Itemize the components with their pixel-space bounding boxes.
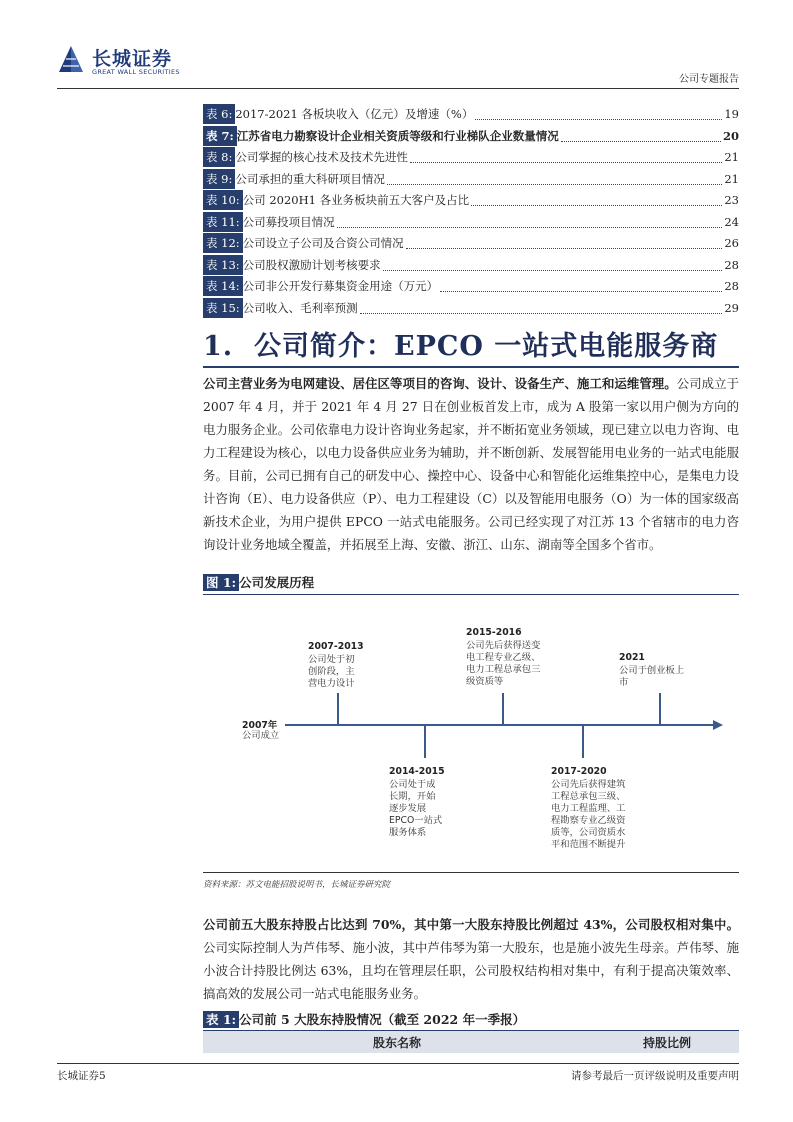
figure-tag: 图 1: bbox=[203, 574, 239, 591]
toc-entry-label: 表 6: bbox=[203, 104, 235, 124]
intro-body: 公司成立于 2007 年 4 月，并于 2021 年 4 月 27 日在创业板首发上市，成为 A 股第一家以用户侧为方向的电力服务企业。公司依靠电力设计咨询业务起家，并不断拓宽业务领域，现已建立以电力咨询、电力工程建设为核心，以电力设备供应业务为辅助，并不断创新、发展智能用电业务的一站式电能服务。目前，公司已拥有自己的研发中心、操控中心、设备中心和智能化运维集控中心，是集电力设计咨询（E）、电力设备供应（P）、电力工程建设（C）以及智能用电服务（O）为一体的国家级高新技术企业，为用户提供 EPCO 一站式电能服务。公司已经实现了对江苏 13 个省辖市的电力咨询设计业务地域全覆盖，并拓展至上海、安徽、浙江、山东、湖南等全国多个省市。 bbox=[203, 376, 740, 552]
shareholder-lead: 公司前五大股东持股占比达到 70%，其中第一大股东持股比例超过 43%，公司股权相对集中。 bbox=[203, 917, 739, 932]
toc-entry-title: 公司承担的重大科研项目情况 bbox=[235, 171, 385, 186]
timeline-origin-year: 2007年 bbox=[242, 720, 278, 731]
toc-leader-dots bbox=[406, 237, 723, 249]
source-divider bbox=[203, 872, 739, 873]
toc-entry-label: 表 13: bbox=[203, 255, 243, 275]
toc-entry-label: 表 10: bbox=[203, 190, 243, 210]
toc-entry[interactable] bbox=[203, 169, 739, 189]
header-divider bbox=[57, 88, 739, 89]
timeline-event-year: 2017-2020 bbox=[551, 766, 607, 777]
timeline-event-text: 公司处于成 长期，开始 逐步发展 EPCO一站式 服务体系 bbox=[389, 779, 443, 838]
table-title: 公司前 5 大股东持股情况（截至 2022 年一季报） bbox=[239, 1012, 526, 1027]
timeline-event-text: 公司处于初 创阶段，主 营电力设计 bbox=[308, 654, 355, 689]
toc-entry[interactable] bbox=[203, 255, 739, 275]
footer-divider bbox=[57, 1063, 739, 1064]
toc-entry-label: 表 8: bbox=[203, 147, 235, 167]
toc-entry[interactable] bbox=[203, 276, 739, 296]
toc-entry-title: 公司收入、毛利率预测 bbox=[242, 300, 358, 315]
timeline-event-text: 公司先后获得送变 电工程专业乙级、 电力工程总承包三 级资质等 bbox=[466, 640, 541, 687]
intro-paragraph bbox=[203, 372, 739, 556]
toc-entry-label: 表 11: bbox=[203, 212, 243, 232]
timeline-origin-text: 公司成立 bbox=[242, 730, 280, 741]
toc-entry-page: 19 bbox=[724, 107, 739, 121]
toc-entry-page: 23 bbox=[724, 193, 739, 207]
table-header-row bbox=[203, 1031, 739, 1053]
timeline-event-year: 2014-2015 bbox=[389, 766, 445, 777]
toc-entry-title: 公司非公开发行募集资金用途（万元） bbox=[242, 279, 439, 293]
timeline-event-year: 2015-2016 bbox=[466, 627, 522, 638]
toc-entry-page: 28 bbox=[724, 279, 739, 293]
figure-source: 资料来源：苏文电能招股说明书，长城证券研究院 bbox=[203, 880, 391, 890]
toc-entry-title: 公司 2020H1 各业务板块前五大客户及占比 bbox=[242, 193, 470, 207]
toc-entry-label: 表 9: bbox=[203, 169, 235, 189]
toc-entry-page: 20 bbox=[722, 128, 739, 143]
toc-entry-page: 21 bbox=[724, 150, 739, 164]
section-number: 1. bbox=[203, 331, 234, 362]
report-type: 公司专题报告 bbox=[679, 74, 739, 85]
section-heading: 公司简介：EPCO 一站式电能服务商 bbox=[254, 331, 719, 362]
toc-leader-dots bbox=[337, 216, 723, 228]
column-header-ratio: 持股比例 bbox=[643, 1036, 692, 1050]
timeline-event-year: 2021 bbox=[619, 652, 645, 663]
footer-disclaimer: 请参考最后一页评级说明及重要声明 bbox=[571, 1070, 739, 1082]
toc-leader-dots bbox=[387, 173, 723, 185]
toc-entry-page: 24 bbox=[724, 214, 739, 229]
timeline-event-text: 公司于创业板上 市 bbox=[619, 665, 685, 688]
toc-leader-dots bbox=[471, 194, 722, 206]
timeline-event-text: 公司先后获得建筑 工程总承包三级、 电力工程监理、工 程勘察专业乙级资 质等，公司资质水 平和范围不断提升 bbox=[551, 779, 626, 850]
toc-entry-label: 表 15: bbox=[203, 298, 243, 318]
toc-entry-page: 21 bbox=[724, 171, 739, 186]
figure-title: 公司发展历程 bbox=[239, 575, 315, 590]
section-divider bbox=[203, 366, 739, 368]
toc-entry-page: 28 bbox=[724, 257, 739, 272]
column-header-name: 股东名称 bbox=[373, 1036, 422, 1050]
table-tag: 表 1: bbox=[203, 1011, 239, 1028]
toc-leader-dots bbox=[383, 259, 723, 271]
toc-leader-dots bbox=[561, 130, 721, 142]
shareholder-paragraph bbox=[203, 913, 739, 1005]
toc-entry-page: 26 bbox=[724, 236, 739, 250]
toc-entry[interactable] bbox=[203, 126, 739, 146]
toc-entry[interactable] bbox=[203, 147, 739, 167]
toc-entry-label: 表 7: bbox=[203, 126, 237, 146]
toc-entry-title: 公司设立子公司及合资公司情况 bbox=[242, 236, 404, 250]
toc-entry-title: 江苏省电力勘察设计企业相关资质等级和行业梯队企业数量情况 bbox=[236, 128, 559, 143]
development-timeline bbox=[203, 600, 739, 870]
table-caption bbox=[203, 1010, 739, 1031]
toc-entry[interactable] bbox=[203, 298, 739, 318]
footer-brand-page: 长城证券5 bbox=[57, 1070, 106, 1082]
brand-name-cn: 长城证券 bbox=[92, 48, 173, 70]
timeline-event-year: 2007-2013 bbox=[308, 641, 364, 652]
figure-caption bbox=[203, 572, 739, 595]
toc-entry[interactable] bbox=[203, 233, 739, 253]
toc-entry[interactable] bbox=[203, 104, 739, 124]
intro-lead: 公司主营业务为电网建设、居住区等项目的咨询、设计、设备生产、施工和运维管理。 bbox=[203, 376, 677, 391]
toc-leader-dots bbox=[440, 280, 722, 292]
shareholder-body: 公司实际控制人为芦伟琴、施小波，其中芦伟琴为第一大股东，也是施小波先生母亲。芦伟琴、施小波合计持股比例达 63%，且均在管理层任职，公司股权结构相对集中，有利于提高决策效率、搞高效的发展公司一站式电能服务业务。 bbox=[203, 940, 739, 1001]
great-wall-logo-icon bbox=[57, 44, 85, 74]
toc-leader-dots bbox=[360, 302, 723, 314]
toc-entry-label: 表 12: bbox=[203, 233, 243, 253]
section-title bbox=[203, 324, 718, 363]
toc-entry-label: 表 14: bbox=[203, 276, 243, 296]
toc-entry[interactable] bbox=[203, 190, 739, 210]
toc-leader-dots bbox=[475, 108, 722, 120]
brand-name-en: GREAT WALL SECURITIES bbox=[92, 68, 180, 76]
toc-entry-title: 公司股权激励计划考核要求 bbox=[242, 257, 381, 272]
toc-entry-title: 公司掌握的核心技术及技术先进性 bbox=[235, 150, 408, 164]
toc-entry-page: 29 bbox=[724, 300, 739, 315]
toc-entry-title: 2017-2021 各板块收入（亿元）及增速（%） bbox=[235, 107, 474, 121]
toc-entry-title: 公司募投项目情况 bbox=[242, 214, 335, 229]
toc-leader-dots bbox=[410, 151, 723, 163]
toc-entry[interactable] bbox=[203, 212, 739, 232]
